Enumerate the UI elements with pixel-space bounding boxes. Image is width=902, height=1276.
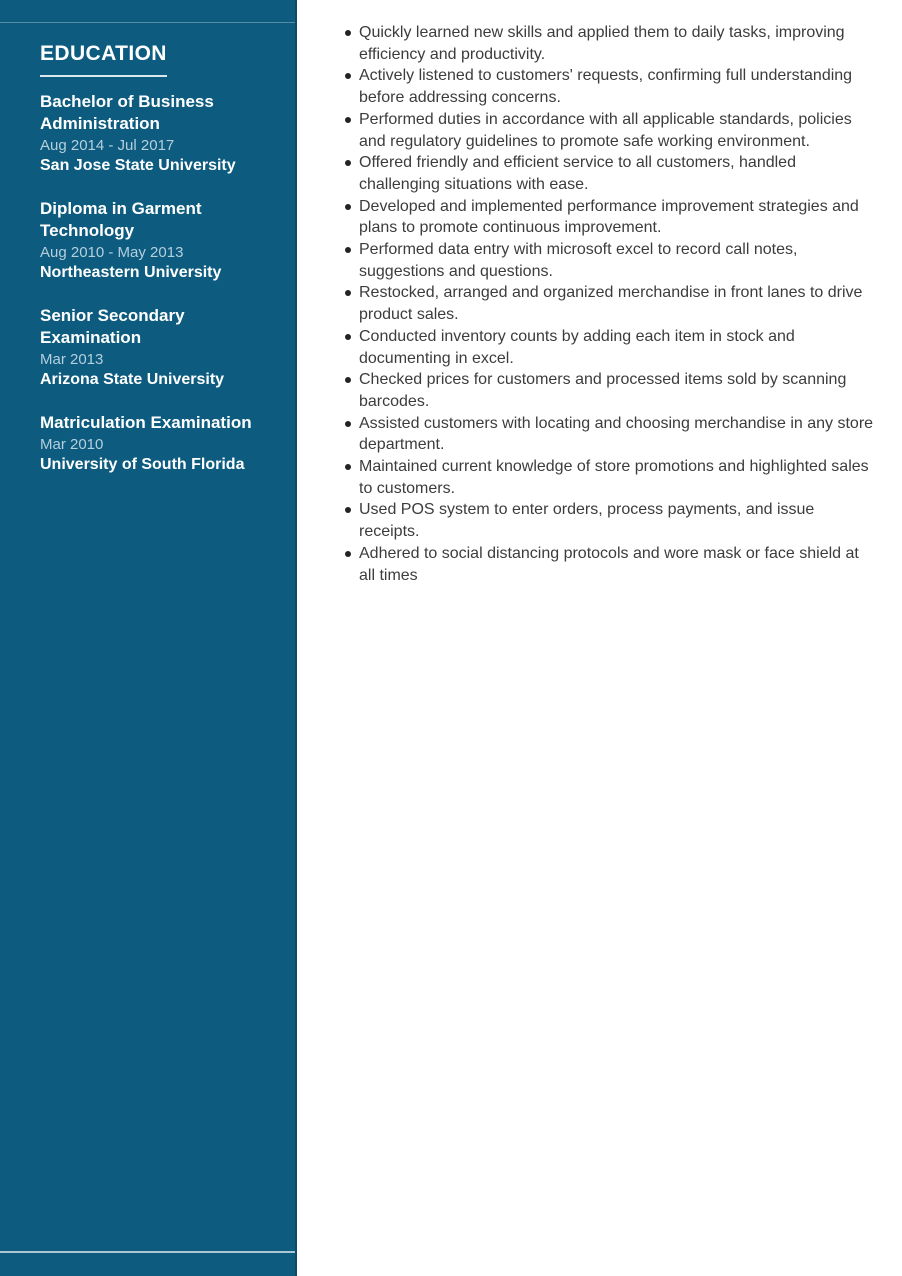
list-item [345, 369, 878, 412]
page-break-divider-top [0, 22, 295, 23]
bullet-marker-icon [345, 377, 351, 383]
education-section [40, 42, 268, 497]
bullet-text: Developed and implemented performance improvement strategies and plans to promote continuous improvement. [359, 197, 859, 237]
page-break-divider-bottom [0, 1251, 295, 1253]
list-item [345, 456, 878, 499]
education-entry [40, 305, 265, 390]
bullet-marker-icon [345, 117, 351, 123]
bullet-text: Maintained current knowledge of store promotions and highlighted sales to customers. [359, 458, 869, 497]
school-name: University of South Florida [40, 456, 245, 473]
bullet-list [345, 22, 878, 586]
list-item [345, 282, 878, 325]
bullet-marker-icon [345, 421, 351, 427]
education-entry [40, 412, 265, 475]
school-name: Arizona State University [40, 371, 225, 388]
list-item [345, 543, 878, 586]
bullet-text: Offered friendly and efficient service to all customers, handled challenging situations with ease. [359, 154, 796, 193]
list-item [345, 239, 878, 282]
bullet-marker-icon [345, 551, 351, 557]
list-item [345, 196, 878, 239]
education-entry [40, 198, 265, 283]
school-name: San Jose State University [40, 157, 236, 174]
date-range: Aug 2014 - Jul 2017 [40, 137, 175, 154]
date-range: Aug 2010 - May 2013 [40, 244, 184, 261]
bullet-text: Performed data entry with microsoft excel to record call notes, suggestions and questions. [359, 241, 798, 280]
bullet-marker-icon [345, 30, 351, 36]
date-range: Mar 2013 [40, 351, 104, 368]
list-item [345, 326, 878, 369]
bullet-text: Performed duties in accordance with all applicable standards, policies and regulatory guidelines to promote safe working environment. [359, 110, 852, 150]
degree-title: Senior Secondary Examination [40, 306, 185, 347]
degree-title: Matriculation Examination [40, 413, 252, 432]
bullet-marker-icon [345, 290, 351, 296]
list-item [345, 65, 878, 108]
list-item [345, 499, 878, 542]
bullet-marker-icon [345, 464, 351, 470]
bullet-marker-icon [345, 204, 351, 210]
bullet-text: Quickly learned new skills and applied them to daily tasks, improving efficiency and productivity. [359, 24, 845, 63]
main-content [299, 0, 902, 586]
bullet-text: Restocked, arranged and organized merchandise in front lanes to drive product sales. [359, 284, 863, 324]
bullet-text: Checked prices for customers and processed items sold by scanning barcodes. [359, 371, 847, 410]
list-item [345, 413, 878, 456]
bullet-text: Actively listened to customers' requests, confirming full understanding before addressing concerns. [359, 67, 853, 107]
bullet-marker-icon [345, 334, 351, 340]
list-item [345, 22, 878, 65]
bullet-marker-icon [345, 507, 351, 513]
list-item [345, 109, 878, 152]
bullet-text: Conducted inventory counts by adding each item in stock and documenting in excel. [359, 327, 795, 367]
bullet-text: Used POS system to enter orders, process payments, and issue receipts. [359, 501, 815, 541]
sidebar [0, 0, 297, 1276]
bullet-marker-icon [345, 247, 351, 253]
date-range: Mar 2010 [40, 436, 104, 453]
bullet-text: Adhered to social distancing protocols and wore mask or face shield at all times [359, 544, 859, 584]
bullet-text: Assisted customers with locating and choosing merchandise in any store department. [359, 414, 874, 454]
education-entry [40, 91, 265, 176]
degree-title: Bachelor of Business Administration [40, 92, 214, 133]
education-section-title: EDUCATION [40, 42, 167, 77]
list-item [345, 152, 878, 195]
school-name: Northeastern University [40, 264, 222, 281]
bullet-marker-icon [345, 73, 351, 79]
degree-title: Diploma in Garment Technology [40, 199, 202, 240]
bullet-marker-icon [345, 160, 351, 166]
